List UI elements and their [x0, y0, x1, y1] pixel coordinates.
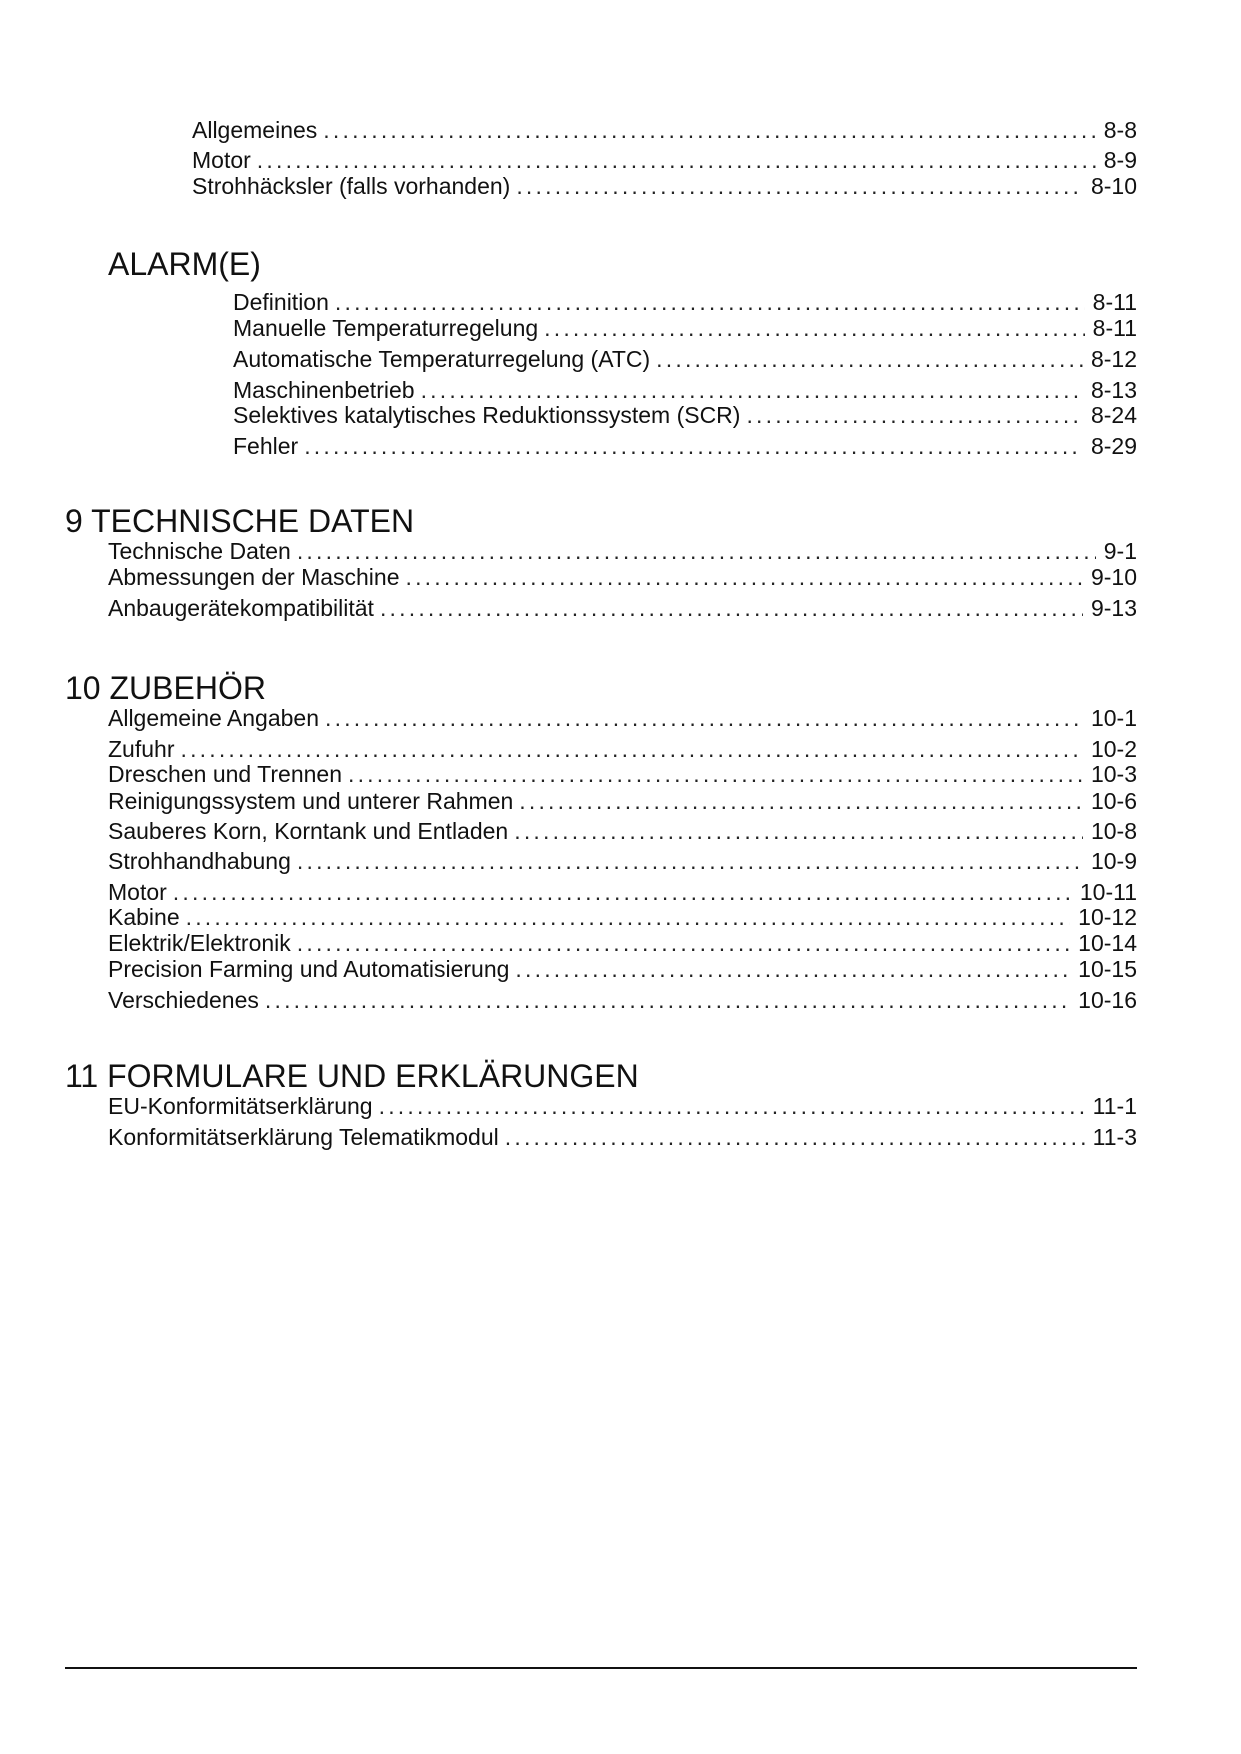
footer-rule: [65, 1667, 1137, 1669]
dot-leader: [265, 986, 1070, 1014]
toc-entry-label: Konformitätserklärung Telematikmodul: [108, 1124, 499, 1150]
toc-entry-label: Manuelle Temperaturregelung: [233, 315, 539, 341]
toc-entry-label: Strohhandhabung: [108, 848, 291, 874]
dot-leader: [304, 432, 1083, 460]
toc-entry-page: 10-14: [1078, 930, 1137, 956]
toc-entry-label: Maschinenbetrieb: [233, 377, 415, 403]
chapter-heading-11: 11 FORMULARE UND ERKLÄRUNGEN: [65, 1058, 639, 1094]
toc-entry[interactable]: [108, 1092, 1137, 1120]
toc-entry-label: Allgemeine Angaben: [108, 705, 319, 731]
dot-leader: [297, 847, 1083, 875]
toc-entry[interactable]: [192, 146, 1137, 174]
toc-entry[interactable]: [108, 704, 1137, 732]
toc-entry[interactable]: [108, 929, 1137, 957]
toc-entry[interactable]: [233, 432, 1137, 460]
toc-entry-page: 11-3: [1092, 1124, 1137, 1150]
toc-entry-page: 8-11: [1092, 289, 1137, 315]
toc-entry[interactable]: [233, 288, 1137, 316]
dot-leader: [348, 760, 1083, 788]
toc-entry-label: Motor: [108, 879, 167, 905]
toc-entry[interactable]: [108, 903, 1137, 931]
dot-leader: [186, 903, 1071, 931]
toc-entry-label: Fehler: [233, 433, 299, 459]
dot-leader: [515, 955, 1070, 983]
toc-entry-label: Strohhäcksler (falls vorhanden): [192, 173, 511, 199]
toc-entry-page: 8-10: [1090, 173, 1137, 199]
chapter-heading-10: 10 ZUBEHÖR: [65, 670, 266, 706]
dot-leader: [325, 704, 1083, 732]
toc-entry[interactable]: [108, 563, 1137, 591]
toc-entry-page: 9-10: [1090, 564, 1137, 590]
toc-entry[interactable]: [233, 314, 1137, 342]
toc-entry-page: 8-24: [1090, 402, 1137, 428]
dot-leader: [656, 345, 1083, 373]
toc-entry-page: 10-6: [1090, 788, 1137, 814]
dot-leader: [514, 817, 1083, 845]
dot-leader: [323, 116, 1095, 144]
dot-leader: [297, 929, 1070, 957]
toc-entry-label: Abmessungen der Maschine: [108, 564, 400, 590]
toc-entry-label: EU-Konformitätserklärung: [108, 1093, 373, 1119]
chapter-heading-9: 9 TECHNISCHE DATEN: [65, 503, 415, 539]
toc-entry-label: Elektrik/Elektronik: [108, 930, 291, 956]
dot-leader: [335, 288, 1085, 316]
toc-entry[interactable]: [108, 537, 1137, 565]
dot-leader: [505, 1123, 1085, 1151]
toc-entry-label: Reinigungssystem und unterer Rahmen: [108, 788, 514, 814]
toc-entry[interactable]: [108, 735, 1137, 763]
toc-entry-page: 9-1: [1103, 538, 1137, 564]
toc-entry-label: Verschiedenes: [108, 987, 259, 1013]
toc-entry-page: 10-1: [1090, 705, 1137, 731]
dot-leader: [380, 594, 1083, 622]
toc-entry-label: Kabine: [108, 904, 180, 930]
toc-entry-page: 10-8: [1090, 818, 1137, 844]
dot-leader: [516, 172, 1083, 200]
toc-entry-label: Allgemeines: [192, 117, 318, 143]
toc-entry-label: Definition: [233, 289, 329, 315]
toc-entry-page: 8-11: [1092, 315, 1137, 341]
toc-entry[interactable]: [233, 401, 1137, 429]
toc-entry-label: Technische Daten: [108, 538, 291, 564]
toc-entry-page: 8-12: [1090, 346, 1137, 372]
toc-entry[interactable]: [108, 787, 1137, 815]
toc-entry-label: Motor: [192, 147, 251, 173]
toc-entry[interactable]: [108, 955, 1137, 983]
dot-leader: [257, 146, 1096, 174]
toc-entry-page: 10-3: [1090, 761, 1137, 787]
toc-entry-label: Automatische Temperaturregelung (ATC): [233, 346, 651, 372]
toc-entry-page: 11-1: [1092, 1093, 1137, 1119]
toc-entry[interactable]: [233, 376, 1137, 404]
dot-leader: [297, 537, 1096, 565]
toc-entry[interactable]: [192, 172, 1137, 200]
toc-entry-page: 10-16: [1078, 987, 1137, 1013]
toc-entry[interactable]: [108, 817, 1137, 845]
toc-entry[interactable]: [108, 594, 1137, 622]
toc-entry-label: Anbaugerätekompatibilität: [108, 595, 374, 621]
dot-leader: [519, 787, 1083, 815]
toc-entry[interactable]: [108, 986, 1137, 1014]
toc-entry-page: 8-8: [1103, 117, 1137, 143]
toc-entry-label: Dreschen und Trennen: [108, 761, 342, 787]
toc-entry[interactable]: [108, 1123, 1137, 1151]
section-heading-alarm: ALARM(E): [108, 246, 261, 282]
toc-entry-label: Precision Farming und Automatisierung: [108, 956, 510, 982]
toc-entry-page: 10-12: [1078, 904, 1137, 930]
toc-entry[interactable]: [108, 878, 1137, 906]
toc-entry-page: 9-13: [1090, 595, 1137, 621]
dot-leader: [544, 314, 1085, 342]
toc-entry-page: 10-11: [1079, 879, 1137, 905]
toc-entry[interactable]: [108, 760, 1137, 788]
toc-entry-page: 8-9: [1103, 147, 1137, 173]
toc-entry-page: 8-29: [1090, 433, 1137, 459]
dot-leader: [173, 878, 1072, 906]
dot-leader: [180, 735, 1082, 763]
toc-entry-page: 10-2: [1090, 736, 1137, 762]
toc-entry-label: Zufuhr: [108, 736, 175, 762]
dot-leader: [406, 563, 1083, 591]
toc-entry-label: Selektives katalytisches Reduktionssystem (SCR): [233, 402, 741, 428]
dot-leader: [746, 401, 1083, 429]
toc-entry-page: 10-9: [1090, 848, 1137, 874]
toc-entry-page: 10-15: [1078, 956, 1137, 982]
toc-entry-page: 8-13: [1090, 377, 1137, 403]
dot-leader: [421, 376, 1083, 404]
dot-leader: [379, 1092, 1085, 1120]
toc-entry[interactable]: [233, 345, 1137, 373]
toc-entry-label: Sauberes Korn, Korntank und Entladen: [108, 818, 509, 844]
toc-entry[interactable]: [192, 116, 1137, 144]
toc-entry[interactable]: [108, 847, 1137, 875]
